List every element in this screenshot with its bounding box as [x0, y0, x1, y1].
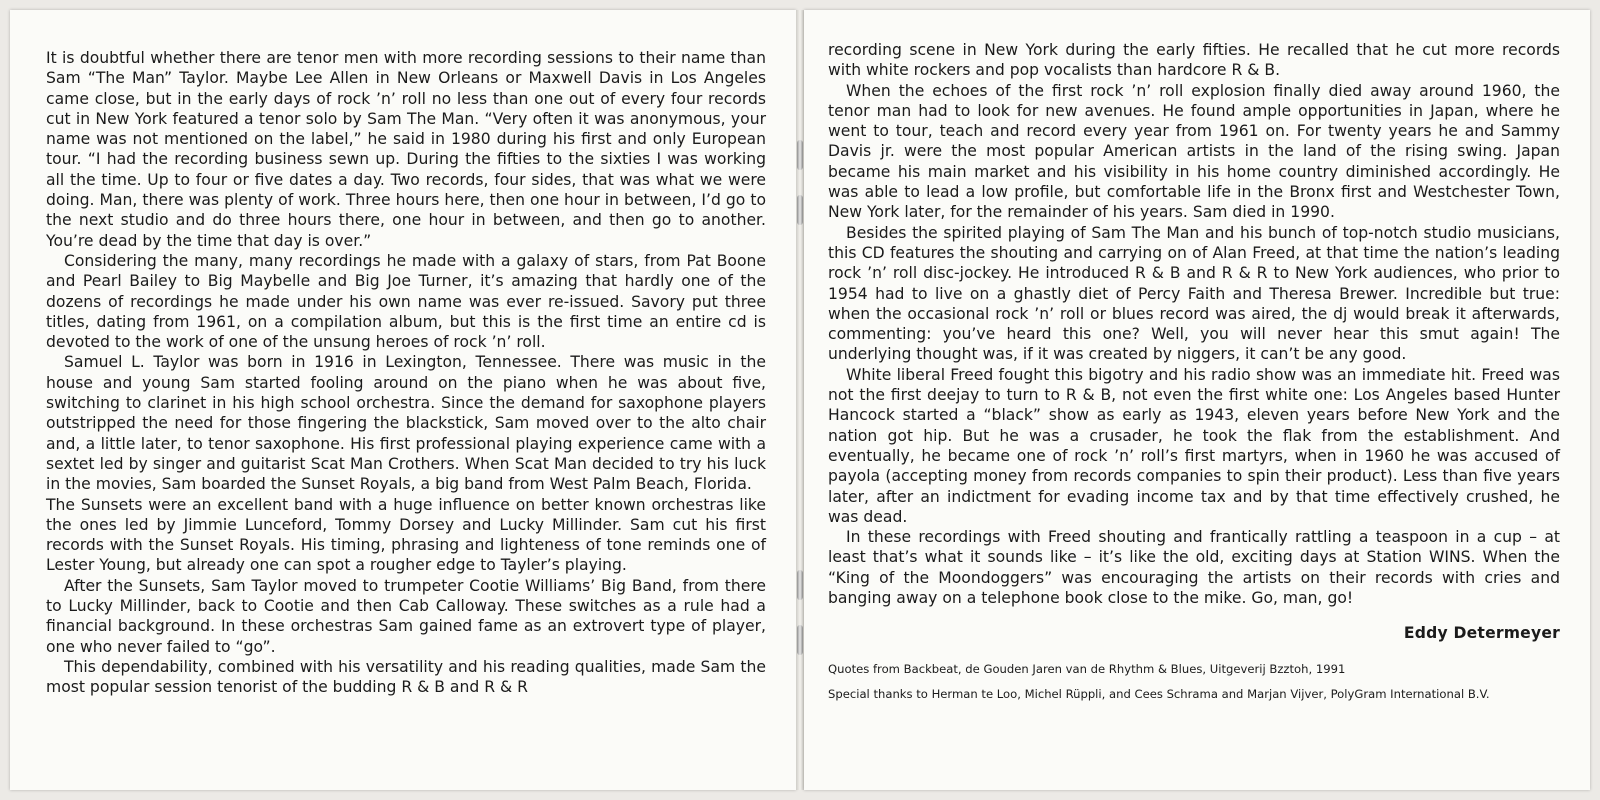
quote-source-note: Quotes from Backbeat, de Gouden Jaren van de Rhythm & Blues, Uitgeverij Bzztoh, 1991 [828, 662, 1346, 677]
paragraph: It is doubtful whether there are tenor men with more recording sessions to their name than Sam “The Man” Taylor. Maybe Lee Allen in New Orleans or Maxwell Davis in Los Angeles came close, but in the early days of rock ’n’ roll no less than one out of every four records cut in New York featured a tenor solo by Sam The Man. “Very often it was anonymous, your name was not mentioned on the label,” he said in 1980 during his first and only European tour. “I had the recording business sewn up. During the fifties to the sixties I was working all the time. Up to four or five dates a day. Two records, four sides, that was what we were doing. Man, there was plenty of work. Three hours here, then one hour in between, I’d go to the next studio and do three hours there, one hour in between, and then go to another. You’re dead by the time that day is over.” [46, 49, 766, 250]
paragraph: When the echoes of the first rock ’n’ roll explosion finally died away around 1960, the tenor man had to look for new avenues. He found ample opportunities in Japan, where he went to tour, teach and record every year from 1961 on. For twenty years he and Sammy Davis jr. were the most popular American artists in the land of the rising swing. Japan became his main market and his visibility in his home country diminished accordingly. He was able to lead a low profile, but comfortable life in the Bronx first and Westchester Town, New York later, for the remainder of his years. Sam died in 1990. [828, 81, 1560, 222]
paragraph: Considering the many, many recordings he made with a galaxy of stars, from Pat Boone and Pearl Bailey to Big Maybelle and Big Joe Turner, it’s amazing that hardly one of the dozens of recordings he made under his own name was ever re-issued. Savory put three titles, dating from 1961, on a compilation album, but this is the first time an entire cd is devoted to the work of one of the unsung heroes of rock ’n’ roll. [46, 251, 766, 352]
right-page [804, 10, 1590, 790]
staple [797, 195, 803, 225]
left-page [10, 10, 796, 790]
staple [797, 625, 803, 655]
booklet-spine [796, 10, 804, 790]
paragraph: recording scene in New York during the early fifties. He recalled that he cut more records with white rockers and pop vocalists than hardcore R & B. [828, 41, 1560, 80]
paragraph: Samuel L. Taylor was born in 1916 in Lexington, Tennessee. There was music in the house and young Sam started fooling around on the piano when he was about five, switching to clarinet in his high school orchestra. Since the demand for saxophone players outstripped the need for those fingering the blackstick, Sam moved over to the alto chair and, a little later, to tenor saxophone. His first professional playing experience came with a sextet led by singer and guitarist Scat Man Crothers. When Scat Man decided to try his luck in the movies, Sam boarded the Sunset Royals, a big band from West Palm Beach, Florida. [46, 353, 766, 494]
paragraph: White liberal Freed fought this bigotry and his radio show was an immediate hit. Freed was not the first deejay to turn to R & B, not even the first white one: Los Angeles based Hunter Hancock started a “black” show as early as 1943, eleven years before New York and the nation got hip. But he was a crusader, he took the flak from the establishment. And eventually, he became one of rock ’n’ roll’s first martyrs, when in 1960 he was accused of payola (accepting money from records companies to spin their product). Less than five years later, after an indictment for evading income tax and by that time effectively crushed, he was dead. [828, 365, 1560, 526]
paragraph: This dependability, combined with his versatility and his reading qualities, made Sam the most popular session tenorist of the budding R & B and R & R [46, 657, 766, 697]
staple [797, 140, 803, 170]
paragraph: Besides the spirited playing of Sam The Man and his bunch of top-notch studio musicians, this CD features the shouting and carrying on of Alan Freed, at that time the nation’s leading rock ’n’ roll disc-jockey. He introduced R & B and R & R to New York audiences, who prior to 1954 had to live on a ghastly diet of Percy Faith and Theresa Brewer. Incredible but true: when the occasional rock ’n’ roll or blues record was aired, the dj would break it afterwards, commenting: you’ve heard this one? Well, you will never hear this smut again! The underlying thought was, if it was created by niggers, it can’t be any good. [828, 223, 1560, 364]
author-signature: Eddy Determeyer [1403, 624, 1560, 643]
paragraph: After the Sunsets, Sam Taylor moved to trumpeter Cootie Williams’ Big Band, from there to Lucky Millinder, back to Cootie and then Cab Calloway. These switches as a rule had a financial background. In these orchestras Sam gained fame as an extrovert type of player, one who never failed to “go”. [46, 576, 766, 656]
paragraph: The Sunsets were an excellent band with a huge influence on better known orchestras like the ones led by Jimmie Lunceford, Tommy Dorsey and Lucky Millinder. Sam cut his first records with the Sunset Royals. His timing, phrasing and lighteness of tone reminds one of Lester Young, but already one can spot a rougher edge to Tayler’s playing. [46, 495, 766, 575]
staple [797, 570, 803, 600]
thanks-note: Special thanks to Herman te Loo, Michel Rüppli, and Cees Schrama and Marjan Vijver, PolyGram International B.V. [828, 687, 1490, 702]
paragraph: In these recordings with Freed shouting and frantically rattling a teaspoon in a cup – at least that’s what it sounds like – it’s like the old, exciting days at Station WINS. When the “King of the Moondoggers” was encouraging the artists on their records with cries and banging away on a telephone book close to the mike. Go, man, go! [828, 528, 1560, 608]
